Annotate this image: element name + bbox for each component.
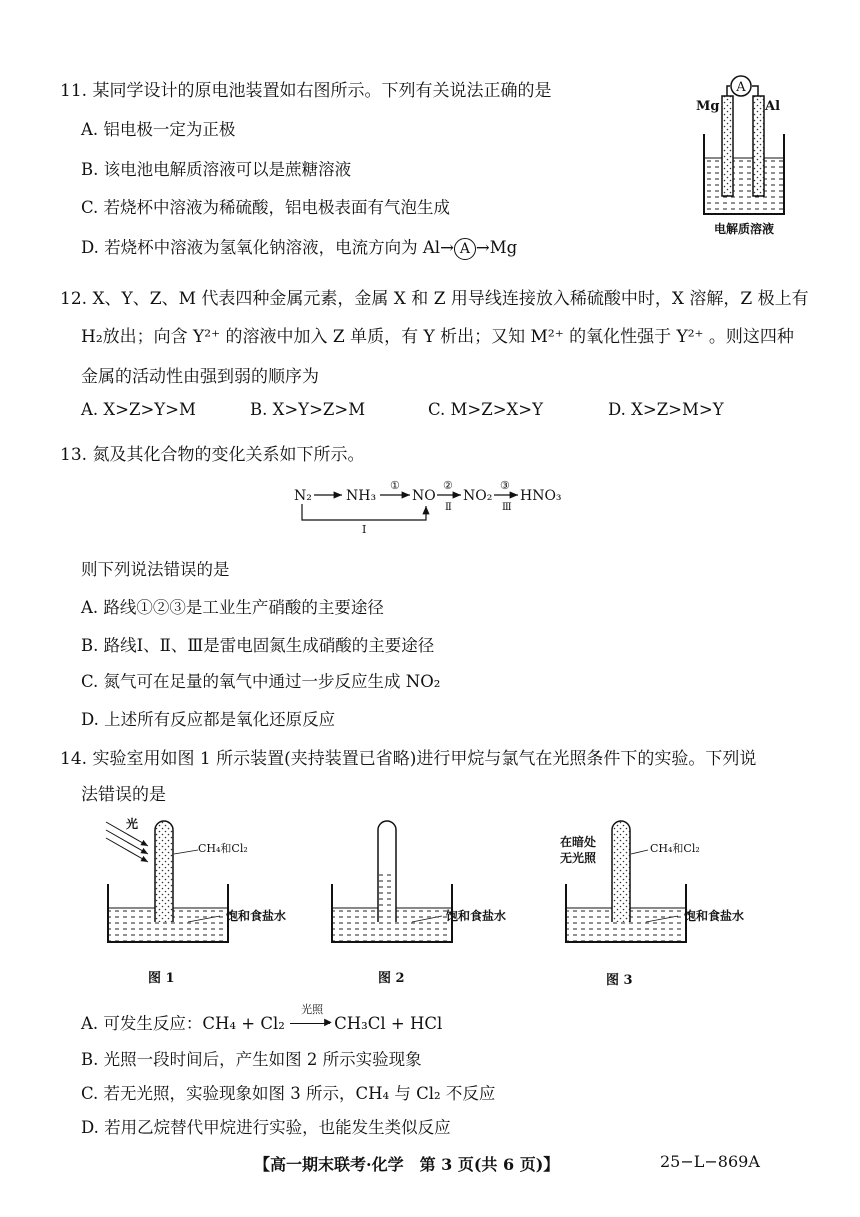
dark-label-2: 无光照 [560, 851, 597, 865]
q14-option-b: B. 光照一段时间后，产生如图 2 所示实验现象 [81, 1050, 422, 1069]
route2-label: Ⅱ [445, 502, 452, 513]
q14-line2: 法错误的是 [81, 785, 166, 805]
q13-intro: 则下列说法错误的是 [81, 560, 230, 579]
q11-option-c: C. 若烧杯中溶液为稀硫酸，铝电极表面有气泡生成 [81, 198, 451, 217]
test-tube-icon [612, 821, 630, 922]
step3-label: ③ [500, 479, 510, 492]
figure-2-apparatus [322, 812, 532, 992]
route3-label: Ⅲ [502, 502, 512, 513]
q12-option-d: D. X>Z>M>Y [608, 400, 724, 419]
q11-option-d-suffix: →Mg [475, 238, 518, 257]
figure-2-caption: 图 2 [378, 971, 405, 986]
q13-option-a: A. 路线①②③是工业生产硝酸的主要途径 [81, 598, 384, 617]
brine-label: 饱和食盐水 [446, 909, 507, 923]
hno3-label: HNO₃ [520, 488, 562, 504]
figure-1-caption: 图 1 [148, 971, 175, 986]
q14-option-a [81, 1003, 443, 1034]
light-label: 光 [126, 817, 139, 831]
q14-line1: 14. 实验室用如图 1 所示装置(夹持装置已省略)进行甲烷与氯气在光照条件下的实验。下列说 [60, 749, 757, 769]
test-tube-icon [155, 821, 173, 922]
galvanic-cell-figure [690, 74, 800, 244]
q14-option-d: D. 若用乙烷替代甲烷进行实验，也能发生类似反应 [81, 1118, 451, 1137]
ammeter-label: A [736, 80, 746, 95]
step1-label: ① [390, 479, 400, 492]
q12-line2: H₂放出；向含 Y²⁺ 的溶液中加入 Z 单质，有 Y 析出；又知 M²⁺ 的氧化性强于 Y²⁺ 。则这四种 [81, 327, 794, 347]
no-label: NO [412, 488, 436, 504]
q13-option-b: B. 路线Ⅰ、Ⅱ、Ⅲ是雷电固氮生成硝酸的主要途径 [81, 636, 435, 655]
brine-label: 饱和食盐水 [684, 909, 745, 923]
no2-label: NO₂ [463, 488, 493, 504]
step2-label: ② [443, 479, 453, 492]
q11-option-d-prefix: D. 若烧杯中溶液为氢氧化钠溶液，电流方向为 Al→ [81, 238, 454, 257]
page-footer-title: 【高一期末联考·化学 第 3 页(共 6 页)】 [254, 1155, 560, 1174]
q14-option-a-prefix: A. 可发生反应：CH₄ + Cl₂ [81, 1014, 285, 1033]
q12-option-b: B. X>Y>Z>M [250, 400, 366, 419]
brine-label: 饱和食盐水 [226, 909, 287, 923]
gas-label: CH₄和Cl₂ [650, 842, 700, 855]
q11-option-d [81, 234, 517, 260]
mg-label: Mg [696, 99, 720, 114]
q12-line3: 金属的活动性由强到弱的顺序为 [81, 367, 319, 387]
nitrogen-reaction-scheme [290, 478, 580, 538]
ammeter-symbol-inline: A [454, 238, 476, 260]
n2-label: N₂ [294, 488, 312, 504]
al-label: Al [765, 99, 781, 114]
q13-option-c: C. 氮气可在足量的氧气中通过一步反应生成 NO₂ [81, 672, 441, 691]
q13-stem: 13. 氮及其化合物的变化关系如下所示。 [60, 445, 365, 465]
reaction-condition: 光照 [301, 1003, 324, 1016]
q12-line1: 12. X、Y、Z、M 代表四种金属元素，金属 X 和 Z 用导线连接放入稀硫酸中时，X 溶解，Z 极上有 [60, 289, 809, 309]
mg-electrode [722, 96, 733, 196]
electrolyte-caption: 电解质溶液 [713, 222, 775, 236]
q14-option-c: C. 若无光照，实验现象如图 3 所示，CH₄ 与 Cl₂ 不反应 [81, 1084, 496, 1103]
q14-option-a-suffix: CH₃Cl + HCl [334, 1014, 443, 1033]
q11-option-a: A. 铝电极一定为正极 [81, 120, 236, 139]
nh3-label: NH₃ [346, 488, 377, 504]
q11-stem: 11. 某同学设计的原电池装置如右图所示。下列有关说法正确的是 [60, 81, 552, 101]
page-footer-code: 25−L−869A [660, 1152, 760, 1171]
figure-1-apparatus [98, 812, 298, 992]
q12-option-c: C. M>Z>X>Y [428, 400, 544, 419]
q12-option-a: A. X>Z>Y>M [81, 400, 196, 419]
figure-3-apparatus [556, 812, 786, 992]
route1-label: Ⅰ [362, 523, 367, 536]
q11-option-b: B. 该电池电解质溶液可以是蔗糖溶液 [81, 160, 352, 179]
dark-label-1: 在暗处 [560, 835, 597, 849]
al-electrode [753, 96, 764, 196]
reaction-arrow: 光照 ▶ [290, 1014, 334, 1033]
gas-label: CH₄和Cl₂ [198, 842, 248, 855]
q13-option-d: D. 上述所有反应都是氧化还原反应 [81, 710, 336, 729]
figure-3-caption: 图 3 [606, 973, 633, 988]
